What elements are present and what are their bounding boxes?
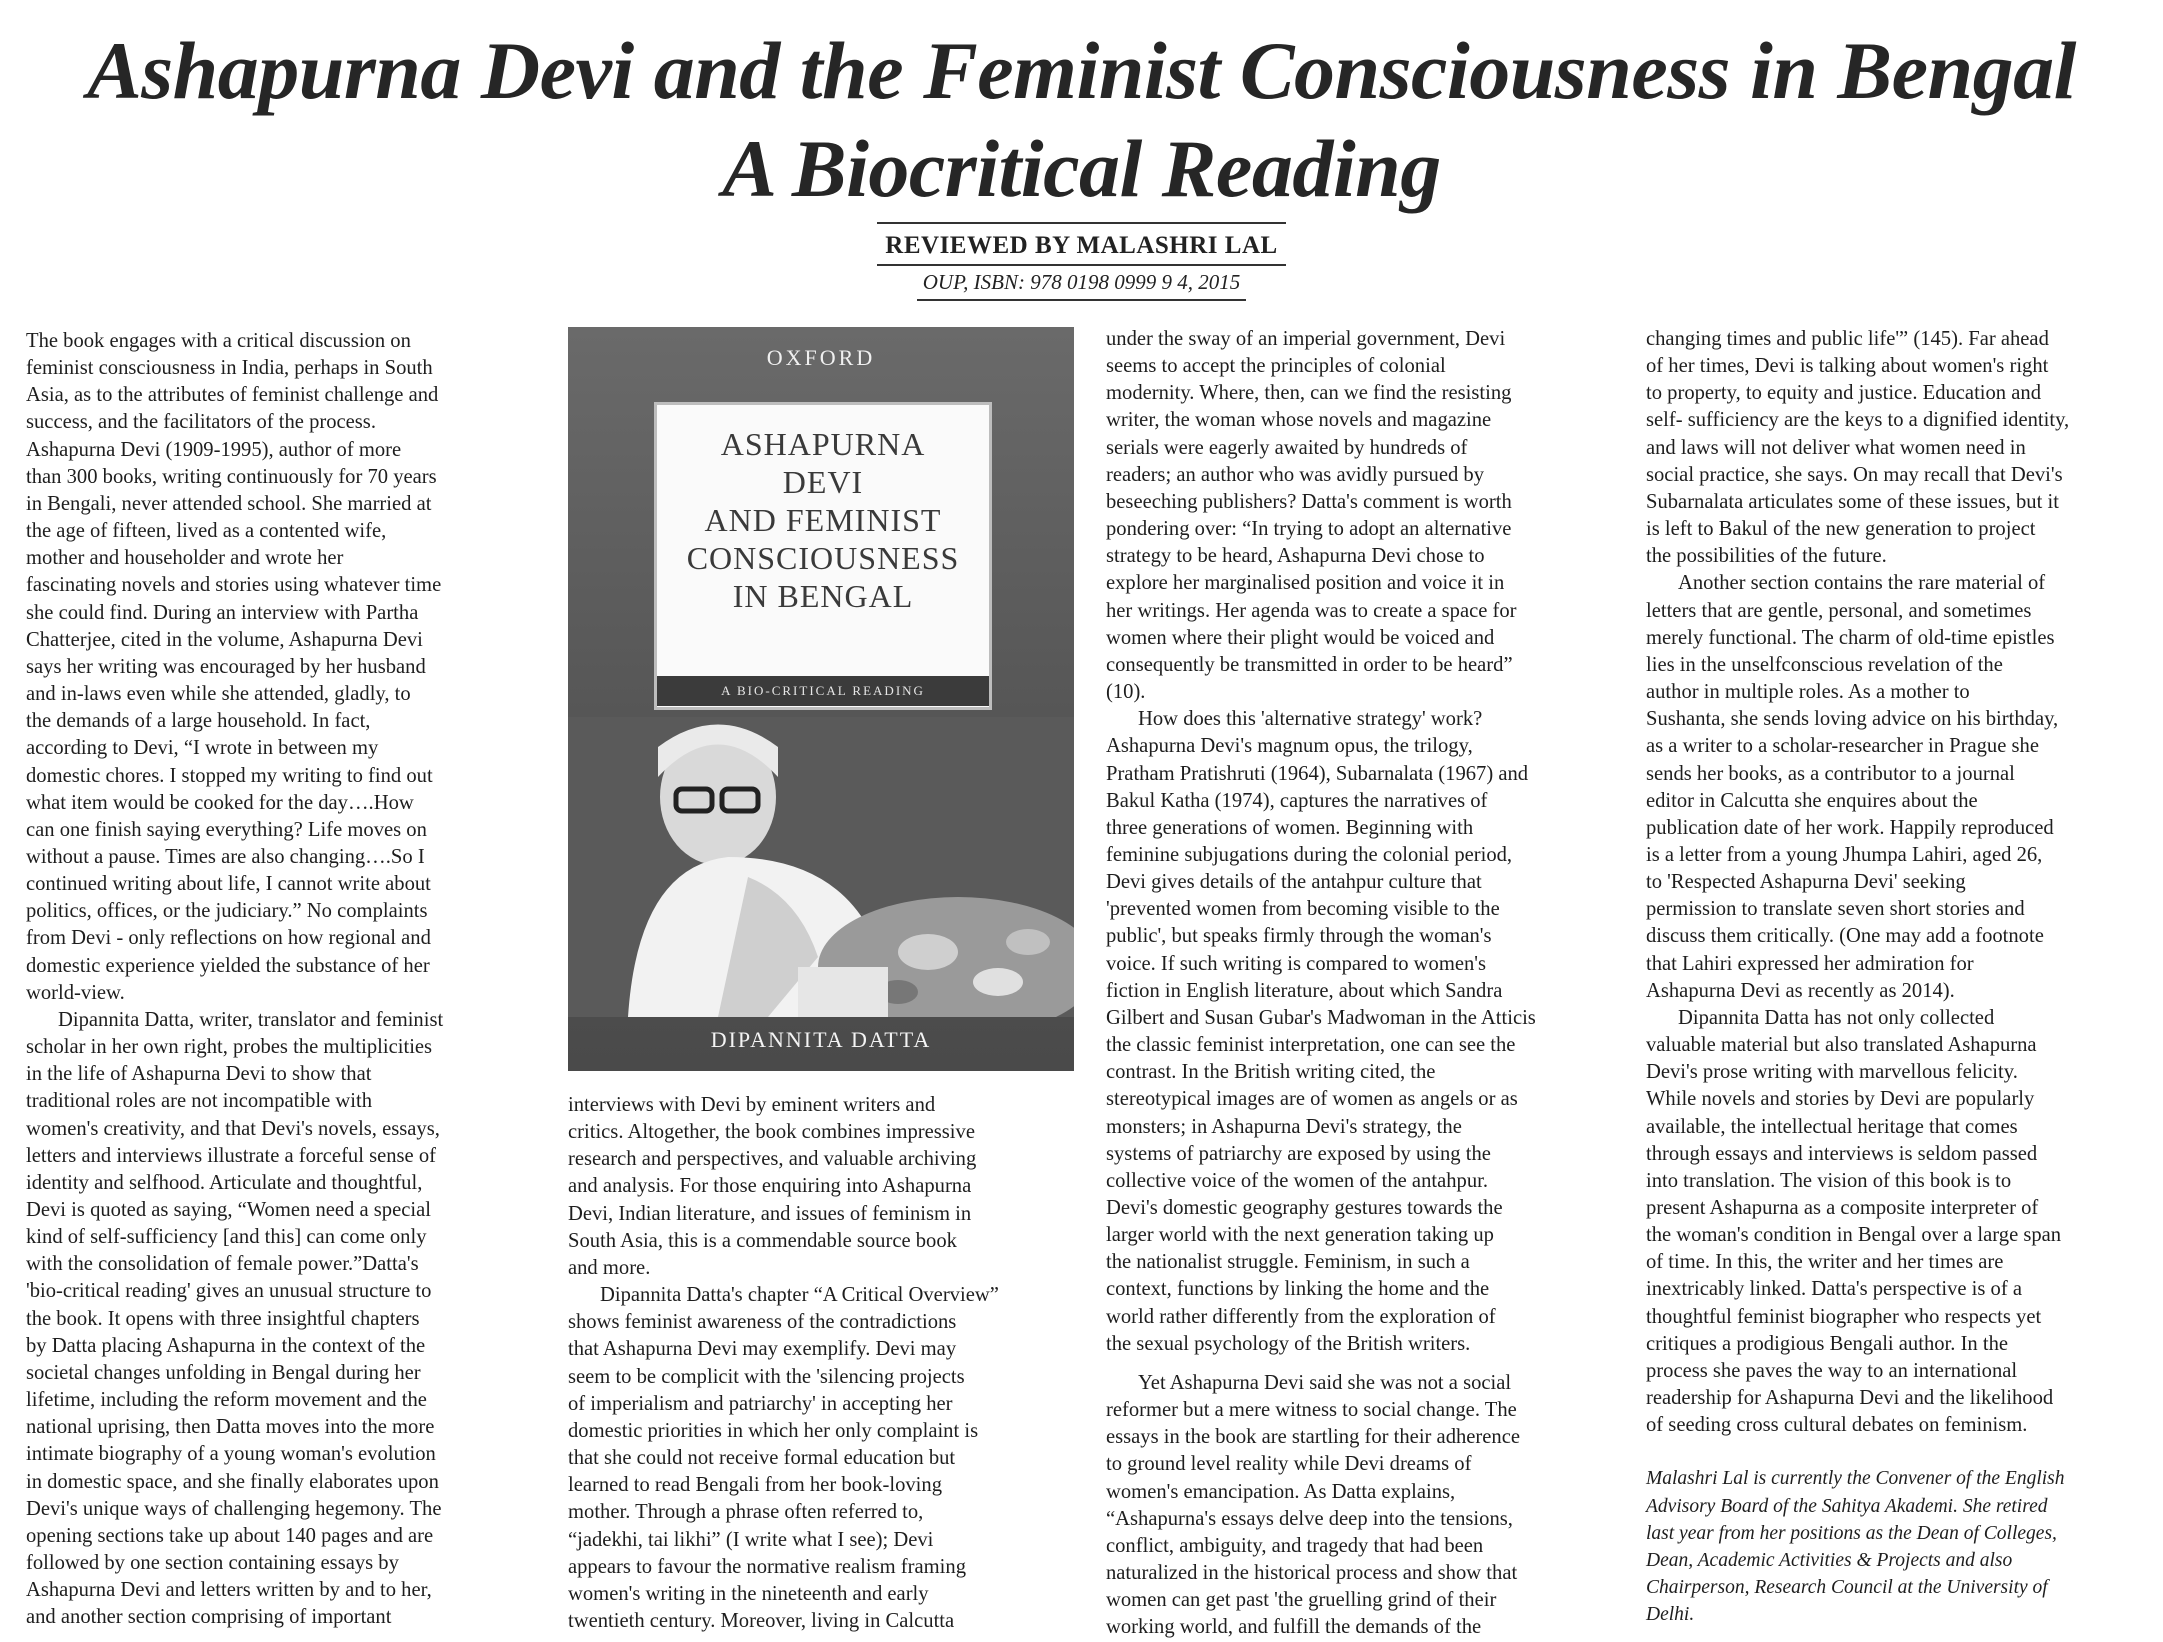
text-line: writer, the woman whose novels and magazine — [1106, 409, 1492, 432]
cover-title: ASHAPURNA DEVI AND FEMINIST CONSCIOUSNESS IN BENGAL — [686, 426, 960, 614]
text-line: that Lahiri expressed her admiration for — [1646, 952, 1974, 975]
column-3 — [1106, 326, 1536, 1642]
text-line: merely functional. The charm of old-time epistles — [1646, 626, 2055, 649]
text-line: essays in the book are startling for their adherence — [1106, 1426, 1521, 1449]
text-line: success, and the facilitators of the process. — [26, 411, 376, 434]
text-line: to 'Respected Ashapurna Devi' seeking — [1646, 871, 1966, 894]
column-4 — [1646, 326, 2069, 1628]
text-line: contrast. In the British writing cited, the — [1106, 1061, 1436, 1084]
text-line: is left to Bakul of the new generation to project — [1646, 518, 2036, 541]
text-line: in Bengali, never attended school. She married at — [26, 492, 432, 515]
text-line: seems to accept the principles of colonial — [1106, 355, 1446, 378]
column-1 — [26, 328, 443, 1632]
text-line: the age of fifteen, lived as a contented wife, — [26, 520, 387, 543]
text-line: without a pause. Times are also changing….So I — [26, 845, 425, 868]
text-line: is a letter from a young Jhumpa Lahiri, aged 26, — [1646, 843, 2043, 866]
text-line: pondering over: “In trying to adopt an alternative — [1106, 518, 1512, 541]
title-line-2: A Biocritical Reading — [722, 123, 1441, 214]
text-line: with the consolidation of female power.”Datta's — [26, 1253, 419, 1276]
text-line: lies in the unselfconscious revelation of the — [1646, 653, 2003, 676]
text-line: publication date of her work. Happily reproduced — [1646, 816, 2054, 839]
text-line: Ashapurna Devi and letters written by and to her, — [26, 1579, 432, 1602]
text-line: Sushanta, she sends loving advice on his birthday, — [1646, 708, 2059, 731]
text-line: Ashapurna Devi as recently as 2014). — [1646, 979, 1955, 1002]
text-line: and another section comprising of important — [26, 1606, 392, 1629]
text-line: Ashapurna Devi (1909-1995), author of more — [26, 438, 402, 461]
text-line: lifetime, including the reform movement and the — [26, 1389, 427, 1412]
text-line: South Asia, this is a commendable source book — [568, 1229, 957, 1252]
text-line: critics. Altogether, the book combines impressive — [568, 1121, 975, 1144]
text-line: the classic feminist interpretation, one can see the — [1106, 1034, 1516, 1057]
text-line: larger world with the next generation taking up — [1106, 1224, 1494, 1247]
text-line: opening sections take up about 140 pages and are — [26, 1524, 434, 1547]
publication-info: OUP, ISBN: 978 0198 0999 9 4, 2015 — [917, 268, 1247, 301]
text-line: Devi is quoted as saying, “Women need a special — [26, 1199, 431, 1221]
author-note-line: Dean, Academic Activities & Projects and also — [1646, 1549, 2013, 1571]
text-line: of time. In this, the writer and her times are — [1646, 1251, 2004, 1274]
text-line: While novels and stories by Devi are popularly — [1646, 1088, 2035, 1111]
text-line: the sexual psychology of the British writers. — [1106, 1332, 1471, 1355]
text-line: that she could not receive formal education but — [568, 1447, 956, 1470]
cover-publisher: OXFORD — [766, 345, 876, 370]
text-line: women's creativity, and that Devi's novels, essays, — [26, 1117, 440, 1140]
title-line-1: Ashapurna Devi and the Feminist Consciousness in Bengal — [87, 25, 2076, 116]
text-line: social practice, she says. On may recall that Devi's — [1646, 463, 2063, 486]
text-line: letters that are gentle, personal, and sometimes — [1646, 599, 2032, 622]
text-line: and in-laws even while she attended, gladly, to — [26, 683, 411, 706]
text-line: followed by one section containing essays by — [26, 1552, 399, 1575]
text-line: world rather differently from the exploration of — [1106, 1305, 1496, 1328]
text-line: conflict, ambiguity, and tragedy that had been — [1106, 1534, 1484, 1557]
text-line: Dipannita Datta, writer, translator and feminist — [58, 1008, 444, 1031]
text-line: societal changes unfolding in Bengal during her — [26, 1361, 421, 1384]
text-line: than 300 books, writing continuously for 70 years — [26, 465, 437, 488]
text-line: twentieth century. Moreover, living in Calcutta — [568, 1609, 955, 1632]
text-line: as a writer to a scholar-researcher in Prague she — [1646, 735, 2039, 758]
text-line: learned to read Bengali from her book-loving — [568, 1474, 942, 1497]
text-line: under the sway of an imperial government, Devi — [1106, 328, 1506, 350]
cover-title-box — [654, 402, 992, 710]
text-line: traditional roles are not incompatible with — [26, 1090, 372, 1113]
text-line: letters and interviews illustrate a forceful sense of — [26, 1144, 437, 1167]
reviewer-byline: REVIEWED BY MALASHRI LAL — [877, 222, 1285, 266]
text-line: Another section contains the rare material of — [1678, 572, 2046, 595]
text-line: voice. If such writing is compared to women's — [1106, 952, 1487, 975]
text-line: interviews with Devi by eminent writers and — [568, 1094, 936, 1116]
text-line: politics, offices, or the judiciary.” No complaints — [26, 900, 428, 923]
text-line: Yet Ashapurna Devi said she was not a social — [1138, 1371, 1512, 1394]
text-line: in domestic space, and she finally elaborates upon — [26, 1470, 439, 1493]
text-line: mother. Through a phrase often referred to, — [568, 1501, 924, 1524]
text-line: the woman's condition in Bengal over a large span — [1646, 1224, 2062, 1247]
text-line: into translation. The vision of this book is to — [1646, 1169, 2012, 1192]
text-line: to property, to equity and justice. Education and — [1646, 382, 2041, 405]
author-note-line: Malashri Lal is currently the Convener of the English — [1646, 1468, 2065, 1490]
text-line: (10). — [1106, 681, 1146, 704]
text-line: women's emancipation. As Datta explains, — [1106, 1480, 1456, 1503]
text-line: the possibilities of the future. — [1646, 545, 1887, 568]
text-line: domestic priorities in which her only complaint is — [568, 1419, 979, 1442]
text-line: of her times, Devi is talking about women's right — [1646, 355, 2049, 378]
text-line: her writings. Her agenda was to create a space for — [1106, 599, 1517, 622]
text-line: intimate biography of a young woman's evolution — [26, 1443, 436, 1466]
text-line: process she paves the way to an international — [1646, 1359, 2018, 1382]
isbn-wrap — [0, 268, 2163, 301]
text-line: Devi, Indian literature, and issues of feminism in — [568, 1202, 972, 1225]
text-line: and more. — [568, 1256, 651, 1279]
text-line: to ground level reality while Devi dreams of — [1106, 1453, 1472, 1476]
text-line: that Ashapurna Devi may exemplify. Devi may — [568, 1338, 957, 1361]
text-line: beseeching publishers? Datta's comment is worth — [1106, 490, 1512, 513]
text-line: domestic experience yielded the substance of her — [26, 954, 430, 977]
text-line: critiques a prodigious Bengali author. In the — [1646, 1332, 2009, 1355]
text-line: can one finish saying everything? Life moves on — [26, 818, 427, 841]
text-line: sends her books, as a contributor to a journal — [1646, 762, 2015, 785]
text-line: Bakul Katha (1974), captures the narratives of — [1106, 789, 1488, 812]
text-line: 'prevented women from becoming visible to the — [1106, 898, 1500, 921]
text-line: fiction in English literature, about which Sandra — [1106, 979, 1503, 1002]
text-line: modernity. Where, then, can we find the resisting — [1106, 382, 1512, 405]
text-line: the book. It opens with three insightful chapters — [26, 1307, 420, 1330]
text-line: what item would be cooked for the day….How — [26, 791, 414, 814]
text-line: women can get past 'the gruelling grind of their — [1106, 1589, 1497, 1612]
text-line: mother and householder and wrote her — [26, 547, 344, 570]
text-line: author in multiple roles. As a mother to — [1646, 681, 1970, 704]
text-line: and analysis. For those enquiring into Ashapurna — [568, 1175, 972, 1198]
text-line: national uprising, then Datta moves into the more — [26, 1416, 435, 1439]
text-line: editor in Calcutta she enquires about the — [1646, 789, 1978, 812]
text-line: changing times and public life'” (145). Far ahead — [1646, 328, 2049, 350]
text-line: the demands of a large household. In fact, — [26, 710, 371, 733]
text-line: readers; an author who was avidly pursued by — [1106, 463, 1485, 486]
text-line: Devi's unique ways of challenging hegemony. The — [26, 1497, 442, 1520]
text-line: valuable material but also translated Ashapurna — [1646, 1034, 2037, 1057]
text-line: of seeding cross cultural debates on feminism. — [1646, 1414, 2028, 1437]
text-line: systems of patriarchy are exposed by using the — [1106, 1142, 1491, 1165]
text-line: in the life of Ashapurna Devi to show that — [26, 1063, 372, 1086]
text-line: Devi's prose writing with marvellous felicity. — [1646, 1061, 2018, 1084]
text-line: the nationalist struggle. Feminism, in such a — [1106, 1251, 1470, 1274]
text-line: identity and selfhood. Articulate and thoughtful, — [26, 1171, 423, 1194]
text-line: through essays and interviews is seldom passed — [1646, 1142, 2038, 1165]
text-line: How does this 'alternative strategy' work? — [1138, 708, 1483, 731]
text-line: Ashapurna Devi's magnum opus, the trilogy, — [1106, 735, 1473, 758]
text-line: three generations of women. Beginning with — [1106, 816, 1474, 839]
text-line: Chatterjee, cited in the volume, Ashapurna Devi — [26, 628, 423, 651]
text-line: The book engages with a critical discussion on — [26, 330, 411, 352]
text-line: according to Devi, “I wrote in between my — [26, 737, 379, 760]
text-line: feminine subjugations during the colonial period, — [1106, 843, 1513, 866]
text-line: Pratham Pratishruti (1964), Subarnalata (1967) and — [1106, 762, 1529, 785]
byline-wrap — [0, 222, 2163, 266]
author-note-line: Delhi. — [1646, 1604, 1695, 1626]
text-line: context, functions by linking the home and the — [1106, 1278, 1490, 1301]
text-line: consequently be transmitted in order to be heard” — [1106, 653, 1513, 676]
cover-author: DIPANNITA DATTA — [710, 1027, 932, 1052]
text-line: serials were eagerly awaited by hundreds of — [1106, 436, 1468, 459]
text-line: discuss them critically. (One may add a footnote — [1646, 925, 2044, 948]
text-line: thoughtful feminist biographer who respects yet — [1646, 1305, 2042, 1328]
text-line: seem to be complicit with the 'silencing projects — [568, 1365, 965, 1388]
text-line: she could find. During an interview with Partha — [26, 601, 419, 624]
text-line: Asia, as to the attributes of feminist challenge and — [26, 384, 439, 407]
text-line: feminist consciousness in India, perhaps in South — [26, 357, 433, 380]
text-line: women where their plight would be voiced and — [1106, 626, 1495, 649]
text-line: Devi's domestic geography gestures towards the — [1106, 1197, 1503, 1219]
text-line: and laws will not deliver what women need in — [1646, 436, 2026, 459]
text-line: from Devi - only reflections on how regional and — [26, 927, 431, 950]
text-line: women's writing in the nineteenth and early — [568, 1582, 929, 1605]
text-line: monsters; in Ashapurna Devi's strategy, the — [1106, 1115, 1462, 1138]
text-line: 'bio-critical reading' gives an unusual structure to — [26, 1280, 432, 1303]
text-line: scholar in her own right, probes the multiplicities — [26, 1036, 433, 1059]
author-note-line: last year from her positions as the Dean of Colleges, — [1646, 1522, 2057, 1544]
text-line: working world, and fulfill the demands of the — [1106, 1616, 1482, 1639]
book-cover — [568, 327, 1074, 1071]
text-line: Subarnalata articulates some of these issues, but it — [1646, 490, 2059, 513]
text-line: kind of self-sufficiency [and this] can come only — [26, 1226, 427, 1249]
text-line: collective voice of the women of the antahpur. — [1106, 1169, 1488, 1192]
text-line: present Ashapurna as a composite interpreter of — [1646, 1197, 2039, 1219]
author-portrait — [568, 717, 1074, 1017]
text-line: naturalized in the historical process and show that — [1106, 1562, 1518, 1585]
article-title — [0, 22, 2163, 218]
text-line: public', but speaks firmly through the woman's — [1106, 925, 1492, 948]
text-line: “Ashapurna's essays delve deep into the tensions, — [1106, 1507, 1513, 1530]
text-line: Gilbert and Susan Gubar's Madwoman in the Atticis — [1106, 1006, 1536, 1029]
text-line: strategy to be heard, Ashapurna Devi chose to — [1106, 545, 1485, 568]
text-line: stereotypical images are of women as angels or as — [1106, 1088, 1518, 1111]
text-line: shows feminist awareness of the contradictions — [568, 1311, 957, 1334]
text-line: reformer but a mere witness to social change. The — [1106, 1399, 1517, 1422]
text-line: inextricably linked. Datta's perspective is of a — [1646, 1278, 2022, 1301]
author-note-line: Advisory Board of the Sahitya Akademi. She retired — [1646, 1495, 2048, 1517]
text-line: explore her marginalised position and voice it in — [1106, 572, 1505, 595]
cover-subtitle: A BIO-CRITICAL READING — [657, 676, 989, 706]
text-line: “jadekhi, tai likhi” (I write what I see); Devi — [568, 1528, 934, 1551]
text-line: of imperialism and patriarchy' in accepting her — [568, 1392, 953, 1415]
text-line: self- sufficiency are the keys to a dignified identity, — [1646, 409, 2070, 432]
text-line: continued writing about life, I cannot write about — [26, 873, 431, 896]
column-2 — [568, 1092, 999, 1635]
text-line: domestic chores. I stopped my writing to find out — [26, 764, 433, 787]
text-line: fascinating novels and stories using whatever time — [26, 574, 442, 597]
text-line: research and perspectives, and valuable archiving — [568, 1148, 977, 1171]
text-line: appears to favour the normative realism framing — [568, 1555, 966, 1578]
author-note-line: Chairperson, Research Council at the University of — [1646, 1577, 2048, 1599]
text-line: available, the intellectual heritage that comes — [1646, 1115, 2018, 1138]
text-line: says her writing was encouraged by her husband — [26, 655, 426, 678]
text-line: by Datta placing Ashapurna in the context of the — [26, 1334, 426, 1357]
text-line: world-view. — [26, 981, 125, 1004]
text-line: Dipannita Datta has not only collected — [1678, 1006, 1995, 1029]
text-line: readership for Ashapurna Devi and the likelihood — [1646, 1387, 2054, 1410]
text-line: permission to translate seven short stories and — [1646, 898, 2025, 921]
text-line: Devi gives details of the antahpur culture that — [1106, 871, 1482, 894]
text-line: Dipannita Datta's chapter “A Critical Overview” — [600, 1284, 999, 1307]
